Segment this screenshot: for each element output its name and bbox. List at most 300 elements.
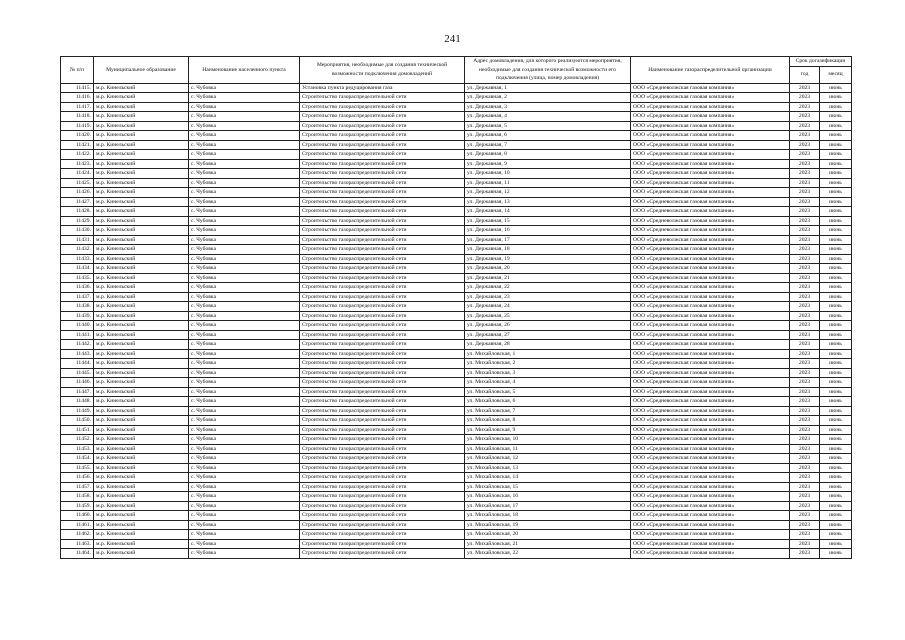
year-cell: 2023 (790, 444, 820, 454)
table-row (61, 169, 852, 179)
month-cell: июнь (820, 207, 852, 217)
year-cell: 2023 (790, 330, 820, 340)
municipality-cell: м.р. Кинельский (94, 435, 189, 445)
measure-cell: Строительство газораспределительной сети (300, 102, 465, 112)
settlement-cell: с. Чубовка (189, 292, 300, 302)
row-number: 11418. (61, 112, 94, 122)
year-cell: 2023 (790, 416, 820, 426)
municipality-cell: м.р. Кинельский (94, 378, 189, 388)
month-cell: июнь (820, 482, 852, 492)
settlement-cell: с. Чубовка (189, 188, 300, 198)
header-settlement: Наименование населенного пункта (189, 57, 300, 84)
year-cell: 2023 (790, 482, 820, 492)
row-number: 11451. (61, 425, 94, 435)
measure-cell: Строительство газораспределительной сети (300, 216, 465, 226)
address-cell: ул. Державная, 18 (465, 245, 631, 255)
address-cell: ул. Державная, 2 (465, 93, 631, 103)
month-cell: июнь (820, 121, 852, 131)
settlement-cell: с. Чубовка (189, 311, 300, 321)
header-organization: Наименование газораспределительной организации (631, 57, 790, 84)
row-number: 11460. (61, 511, 94, 521)
organization-cell: ООО «Средневолжская газовая компания» (631, 359, 790, 369)
municipality-cell: м.р. Кинельский (94, 444, 189, 454)
municipality-cell: м.р. Кинельский (94, 492, 189, 502)
year-cell: 2023 (790, 235, 820, 245)
municipality-cell: м.р. Кинельский (94, 121, 189, 131)
table-row (61, 454, 852, 464)
address-cell: ул. Державная, 7 (465, 140, 631, 150)
measure-cell: Строительство газораспределительной сети (300, 454, 465, 464)
row-number: 11436. (61, 283, 94, 293)
municipality-cell: м.р. Кинельский (94, 207, 189, 217)
measure-cell: Строительство газораспределительной сети (300, 368, 465, 378)
organization-cell: ООО «Средневолжская газовая компания» (631, 349, 790, 359)
organization-cell: ООО «Средневолжская газовая компания» (631, 530, 790, 540)
municipality-cell: м.р. Кинельский (94, 226, 189, 236)
measure-cell: Строительство газораспределительной сети (300, 416, 465, 426)
year-cell: 2023 (790, 340, 820, 350)
year-cell: 2023 (790, 245, 820, 255)
settlement-cell: с. Чубовка (189, 207, 300, 217)
header-municipality: Муниципальное образование (94, 57, 189, 84)
year-cell: 2023 (790, 549, 820, 559)
month-cell: июнь (820, 463, 852, 473)
organization-cell: ООО «Средневолжская газовая компания» (631, 140, 790, 150)
settlement-cell: с. Чубовка (189, 530, 300, 540)
row-number: 11464. (61, 549, 94, 559)
settlement-cell: с. Чубовка (189, 169, 300, 179)
organization-cell: ООО «Средневолжская газовая компания» (631, 425, 790, 435)
row-number: 11432. (61, 245, 94, 255)
municipality-cell: м.р. Кинельский (94, 473, 189, 483)
month-cell: июнь (820, 102, 852, 112)
municipality-cell: м.р. Кинельский (94, 216, 189, 226)
address-cell: ул. Михайловская, 5 (465, 387, 631, 397)
address-cell: ул. Михайловская, 13 (465, 463, 631, 473)
table-row (61, 226, 852, 236)
address-cell: ул. Михайловская, 21 (465, 539, 631, 549)
organization-cell: ООО «Средневолжская газовая компания» (631, 397, 790, 407)
settlement-cell: с. Чубовка (189, 254, 300, 264)
year-cell: 2023 (790, 378, 820, 388)
settlement-cell: с. Чубовка (189, 226, 300, 236)
table-row (61, 245, 852, 255)
row-number: 11446. (61, 378, 94, 388)
year-cell: 2023 (790, 112, 820, 122)
year-cell: 2023 (790, 93, 820, 103)
month-cell: июнь (820, 131, 852, 141)
table-row (61, 406, 852, 416)
year-cell: 2023 (790, 292, 820, 302)
month-cell: июнь (820, 530, 852, 540)
measure-cell: Строительство газораспределительной сети (300, 473, 465, 483)
month-cell: июнь (820, 264, 852, 274)
row-number: 11441. (61, 330, 94, 340)
table-row (61, 150, 852, 160)
address-cell: ул. Михайловская, 6 (465, 397, 631, 407)
measure-cell: Строительство газораспределительной сети (300, 444, 465, 454)
year-cell: 2023 (790, 387, 820, 397)
year-cell: 2023 (790, 169, 820, 179)
table-row (61, 235, 852, 245)
organization-cell: ООО «Средневолжская газовая компания» (631, 501, 790, 511)
address-cell: ул. Михайловская, 1 (465, 349, 631, 359)
measure-cell: Строительство газораспределительной сети (300, 112, 465, 122)
settlement-cell: с. Чубовка (189, 264, 300, 274)
year-cell: 2023 (790, 273, 820, 283)
measure-cell: Строительство газораспределительной сети (300, 121, 465, 131)
year-cell: 2023 (790, 140, 820, 150)
month-cell: июнь (820, 226, 852, 236)
address-cell: ул. Державная, 15 (465, 216, 631, 226)
measure-cell: Строительство газораспределительной сети (300, 549, 465, 559)
row-number: 11440. (61, 321, 94, 331)
organization-cell: ООО «Средневолжская газовая компания» (631, 387, 790, 397)
municipality-cell: м.р. Кинельский (94, 406, 189, 416)
month-cell: июнь (820, 321, 852, 331)
month-cell: июнь (820, 188, 852, 198)
municipality-cell: м.р. Кинельский (94, 340, 189, 350)
municipality-cell: м.р. Кинельский (94, 112, 189, 122)
measure-cell: Строительство газораспределительной сети (300, 359, 465, 369)
municipality-cell: м.р. Кинельский (94, 425, 189, 435)
year-cell: 2023 (790, 131, 820, 141)
table-row (61, 416, 852, 426)
month-cell: июнь (820, 368, 852, 378)
municipality-cell: м.р. Кинельский (94, 131, 189, 141)
address-cell: ул. Державная, 16 (465, 226, 631, 236)
organization-cell: ООО «Средневолжская газовая компания» (631, 444, 790, 454)
municipality-cell: м.р. Кинельский (94, 235, 189, 245)
measure-cell: Строительство газораспределительной сети (300, 492, 465, 502)
month-cell: июнь (820, 311, 852, 321)
table-row (61, 112, 852, 122)
measure-cell: Строительство газораспределительной сети (300, 520, 465, 530)
address-cell: ул. Михайловская, 22 (465, 549, 631, 559)
year-cell: 2023 (790, 197, 820, 207)
year-cell: 2023 (790, 216, 820, 226)
measure-cell: Строительство газораспределительной сети (300, 349, 465, 359)
table-row (61, 397, 852, 407)
settlement-cell: с. Чубовка (189, 406, 300, 416)
year-cell: 2023 (790, 406, 820, 416)
settlement-cell: с. Чубовка (189, 482, 300, 492)
measure-cell: Строительство газораспределительной сети (300, 178, 465, 188)
address-cell: ул. Державная, 4 (465, 112, 631, 122)
year-cell: 2023 (790, 226, 820, 236)
table-row (61, 83, 852, 93)
row-number: 11437. (61, 292, 94, 302)
settlement-cell: с. Чубовка (189, 549, 300, 559)
month-cell: июнь (820, 359, 852, 369)
table-row (61, 473, 852, 483)
organization-cell: ООО «Средневолжская газовая компания» (631, 378, 790, 388)
row-number: 11429. (61, 216, 94, 226)
measure-cell: Строительство газораспределительной сети (300, 406, 465, 416)
month-cell: июнь (820, 539, 852, 549)
address-cell: ул. Державная, 19 (465, 254, 631, 264)
year-cell: 2023 (790, 83, 820, 93)
month-cell: июнь (820, 235, 852, 245)
municipality-cell: м.р. Кинельский (94, 188, 189, 198)
gasification-table (60, 56, 852, 559)
organization-cell: ООО «Средневолжская газовая компания» (631, 482, 790, 492)
settlement-cell: с. Чубовка (189, 425, 300, 435)
municipality-cell: м.р. Кинельский (94, 454, 189, 464)
row-number: 11417. (61, 102, 94, 112)
row-number: 11450. (61, 416, 94, 426)
month-cell: июнь (820, 112, 852, 122)
row-number: 11424. (61, 169, 94, 179)
row-number: 11452. (61, 435, 94, 445)
municipality-cell: м.р. Кинельский (94, 530, 189, 540)
row-number: 11457. (61, 482, 94, 492)
row-number: 11458. (61, 492, 94, 502)
table-row (61, 530, 852, 540)
organization-cell: ООО «Средневолжская газовая компания» (631, 283, 790, 293)
year-cell: 2023 (790, 454, 820, 464)
row-number: 11453. (61, 444, 94, 454)
table-row (61, 387, 852, 397)
settlement-cell: с. Чубовка (189, 178, 300, 188)
measure-cell: Строительство газораспределительной сети (300, 159, 465, 169)
address-cell: ул. Михайловская, 15 (465, 482, 631, 492)
municipality-cell: м.р. Кинельский (94, 330, 189, 340)
settlement-cell: с. Чубовка (189, 444, 300, 454)
month-cell: июнь (820, 150, 852, 160)
table-row (61, 435, 852, 445)
measure-cell: Строительство газораспределительной сети (300, 435, 465, 445)
row-number: 11439. (61, 311, 94, 321)
table-row (61, 207, 852, 217)
month-cell: июнь (820, 159, 852, 169)
row-number: 11420. (61, 131, 94, 141)
header-address: Адрес домовладения, для которого реализуются мероприятия, необходимые для создания технической возможности его подключения (улица, номер домовладения) (465, 57, 631, 84)
municipality-cell: м.р. Кинельский (94, 159, 189, 169)
address-cell: ул. Михайловская, 7 (465, 406, 631, 416)
organization-cell: ООО «Средневолжская газовая компания» (631, 539, 790, 549)
row-number: 11447. (61, 387, 94, 397)
organization-cell: ООО «Средневолжская газовая компания» (631, 169, 790, 179)
organization-cell: ООО «Средневолжская газовая компания» (631, 93, 790, 103)
municipality-cell: м.р. Кинельский (94, 397, 189, 407)
table-row (61, 321, 852, 331)
measure-cell: Строительство газораспределительной сети (300, 150, 465, 160)
settlement-cell: с. Чубовка (189, 121, 300, 131)
table-header (61, 57, 852, 84)
organization-cell: ООО «Средневолжская газовая компания» (631, 216, 790, 226)
table-row (61, 121, 852, 131)
table-row (61, 254, 852, 264)
month-cell: июнь (820, 501, 852, 511)
row-number: 11427. (61, 197, 94, 207)
municipality-cell: м.р. Кинельский (94, 482, 189, 492)
year-cell: 2023 (790, 463, 820, 473)
settlement-cell: с. Чубовка (189, 283, 300, 293)
month-cell: июнь (820, 511, 852, 521)
address-cell: ул. Державная, 8 (465, 150, 631, 160)
table-row (61, 216, 852, 226)
row-number: 11433. (61, 254, 94, 264)
table-body (61, 83, 852, 558)
address-cell: ул. Михайловская, 4 (465, 378, 631, 388)
row-number: 11431. (61, 235, 94, 245)
month-cell: июнь (820, 178, 852, 188)
table-row (61, 188, 852, 198)
row-number: 11442. (61, 340, 94, 350)
year-cell: 2023 (790, 102, 820, 112)
measure-cell: Строительство газораспределительной сети (300, 273, 465, 283)
month-cell: июнь (820, 520, 852, 530)
row-number: 11434. (61, 264, 94, 274)
municipality-cell: м.р. Кинельский (94, 178, 189, 188)
row-number: 11455. (61, 463, 94, 473)
municipality-cell: м.р. Кинельский (94, 368, 189, 378)
row-number: 11444. (61, 359, 94, 369)
year-cell: 2023 (790, 359, 820, 369)
row-number: 11423. (61, 159, 94, 169)
measure-cell: Строительство газораспределительной сети (300, 264, 465, 274)
settlement-cell: с. Чубовка (189, 245, 300, 255)
table-row (61, 302, 852, 312)
address-cell: ул. Державная, 13 (465, 197, 631, 207)
table-row (61, 330, 852, 340)
organization-cell: ООО «Средневолжская газовая компания» (631, 321, 790, 331)
address-cell: ул. Михайловская, 18 (465, 511, 631, 521)
address-cell: ул. Державная, 21 (465, 273, 631, 283)
table-row (61, 444, 852, 454)
month-cell: июнь (820, 93, 852, 103)
year-cell: 2023 (790, 254, 820, 264)
settlement-cell: с. Чубовка (189, 340, 300, 350)
year-cell: 2023 (790, 473, 820, 483)
table-row (61, 273, 852, 283)
table-row (61, 425, 852, 435)
month-cell: июнь (820, 302, 852, 312)
municipality-cell: м.р. Кинельский (94, 501, 189, 511)
measure-cell: Строительство газораспределительной сети (300, 140, 465, 150)
month-cell: июнь (820, 435, 852, 445)
address-cell: ул. Державная, 12 (465, 188, 631, 198)
address-cell: ул. Михайловская, 16 (465, 492, 631, 502)
month-cell: июнь (820, 492, 852, 502)
address-cell: ул. Михайловская, 9 (465, 425, 631, 435)
measure-cell: Строительство газораспределительной сети (300, 283, 465, 293)
month-cell: июнь (820, 292, 852, 302)
table-row (61, 511, 852, 521)
table-row (61, 197, 852, 207)
measure-cell: Строительство газораспределительной сети (300, 482, 465, 492)
organization-cell: ООО «Средневолжская газовая компания» (631, 340, 790, 350)
address-cell: ул. Державная, 24 (465, 302, 631, 312)
month-cell: июнь (820, 140, 852, 150)
municipality-cell: м.р. Кинельский (94, 150, 189, 160)
year-cell: 2023 (790, 425, 820, 435)
year-cell: 2023 (790, 397, 820, 407)
table-row (61, 292, 852, 302)
year-cell: 2023 (790, 321, 820, 331)
measure-cell: Строительство газораспределительной сети (300, 378, 465, 388)
measure-cell: Строительство газораспределительной сети (300, 425, 465, 435)
year-cell: 2023 (790, 511, 820, 521)
year-cell: 2023 (790, 283, 820, 293)
table-row (61, 159, 852, 169)
measure-cell: Строительство газораспределительной сети (300, 311, 465, 321)
month-cell: июнь (820, 387, 852, 397)
measure-cell: Строительство газораспределительной сети (300, 254, 465, 264)
address-cell: ул. Державная, 20 (465, 264, 631, 274)
row-number: 11459. (61, 501, 94, 511)
organization-cell: ООО «Средневолжская газовая компания» (631, 473, 790, 483)
municipality-cell: м.р. Кинельский (94, 321, 189, 331)
table-row (61, 178, 852, 188)
table-row (61, 463, 852, 473)
settlement-cell: с. Чубовка (189, 302, 300, 312)
measure-cell: Установка пункта редуцирования газа (300, 83, 465, 93)
year-cell: 2023 (790, 435, 820, 445)
municipality-cell: м.р. Кинельский (94, 549, 189, 559)
organization-cell: ООО «Средневолжская газовая компания» (631, 121, 790, 131)
measure-cell: Строительство газораспределительной сети (300, 539, 465, 549)
organization-cell: ООО «Средневолжская газовая компания» (631, 245, 790, 255)
month-cell: июнь (820, 473, 852, 483)
address-cell: ул. Михайловская, 11 (465, 444, 631, 454)
address-cell: ул. Державная, 28 (465, 340, 631, 350)
month-cell: июнь (820, 406, 852, 416)
table-row (61, 359, 852, 369)
organization-cell: ООО «Средневолжская газовая компания» (631, 188, 790, 198)
municipality-cell: м.р. Кинельский (94, 387, 189, 397)
municipality-cell: м.р. Кинельский (94, 264, 189, 274)
settlement-cell: с. Чубовка (189, 501, 300, 511)
address-cell: ул. Державная, 3 (465, 102, 631, 112)
address-cell: ул. Михайловская, 3 (465, 368, 631, 378)
address-cell: ул. Державная, 22 (465, 283, 631, 293)
organization-cell: ООО «Средневолжская газовая компания» (631, 330, 790, 340)
row-number: 11462. (61, 530, 94, 540)
address-cell: ул. Михайловская, 2 (465, 359, 631, 369)
address-cell: ул. Державная, 5 (465, 121, 631, 131)
settlement-cell: с. Чубовка (189, 387, 300, 397)
municipality-cell: м.р. Кинельский (94, 102, 189, 112)
settlement-cell: с. Чубовка (189, 463, 300, 473)
address-cell: ул. Михайловская, 19 (465, 520, 631, 530)
month-cell: июнь (820, 340, 852, 350)
settlement-cell: с. Чубовка (189, 150, 300, 160)
year-cell: 2023 (790, 520, 820, 530)
row-number: 11448. (61, 397, 94, 407)
table-row (61, 549, 852, 559)
row-number: 11435. (61, 273, 94, 283)
measure-cell: Строительство газораспределительной сети (300, 530, 465, 540)
measure-cell: Строительство газораспределительной сети (300, 226, 465, 236)
row-number: 11428. (61, 207, 94, 217)
organization-cell: ООО «Средневолжская газовая компания» (631, 226, 790, 236)
table-row (61, 311, 852, 321)
year-cell: 2023 (790, 530, 820, 540)
settlement-cell: с. Чубовка (189, 511, 300, 521)
measure-cell: Строительство газораспределительной сети (300, 169, 465, 179)
organization-cell: ООО «Средневолжская газовая компания» (631, 520, 790, 530)
organization-cell: ООО «Средневолжская газовая компания» (631, 311, 790, 321)
table-row (61, 539, 852, 549)
organization-cell: ООО «Средневолжская газовая компания» (631, 150, 790, 160)
table-row (61, 93, 852, 103)
row-number: 11461. (61, 520, 94, 530)
year-cell: 2023 (790, 302, 820, 312)
measure-cell: Строительство газораспределительной сети (300, 245, 465, 255)
settlement-cell: с. Чубовка (189, 368, 300, 378)
